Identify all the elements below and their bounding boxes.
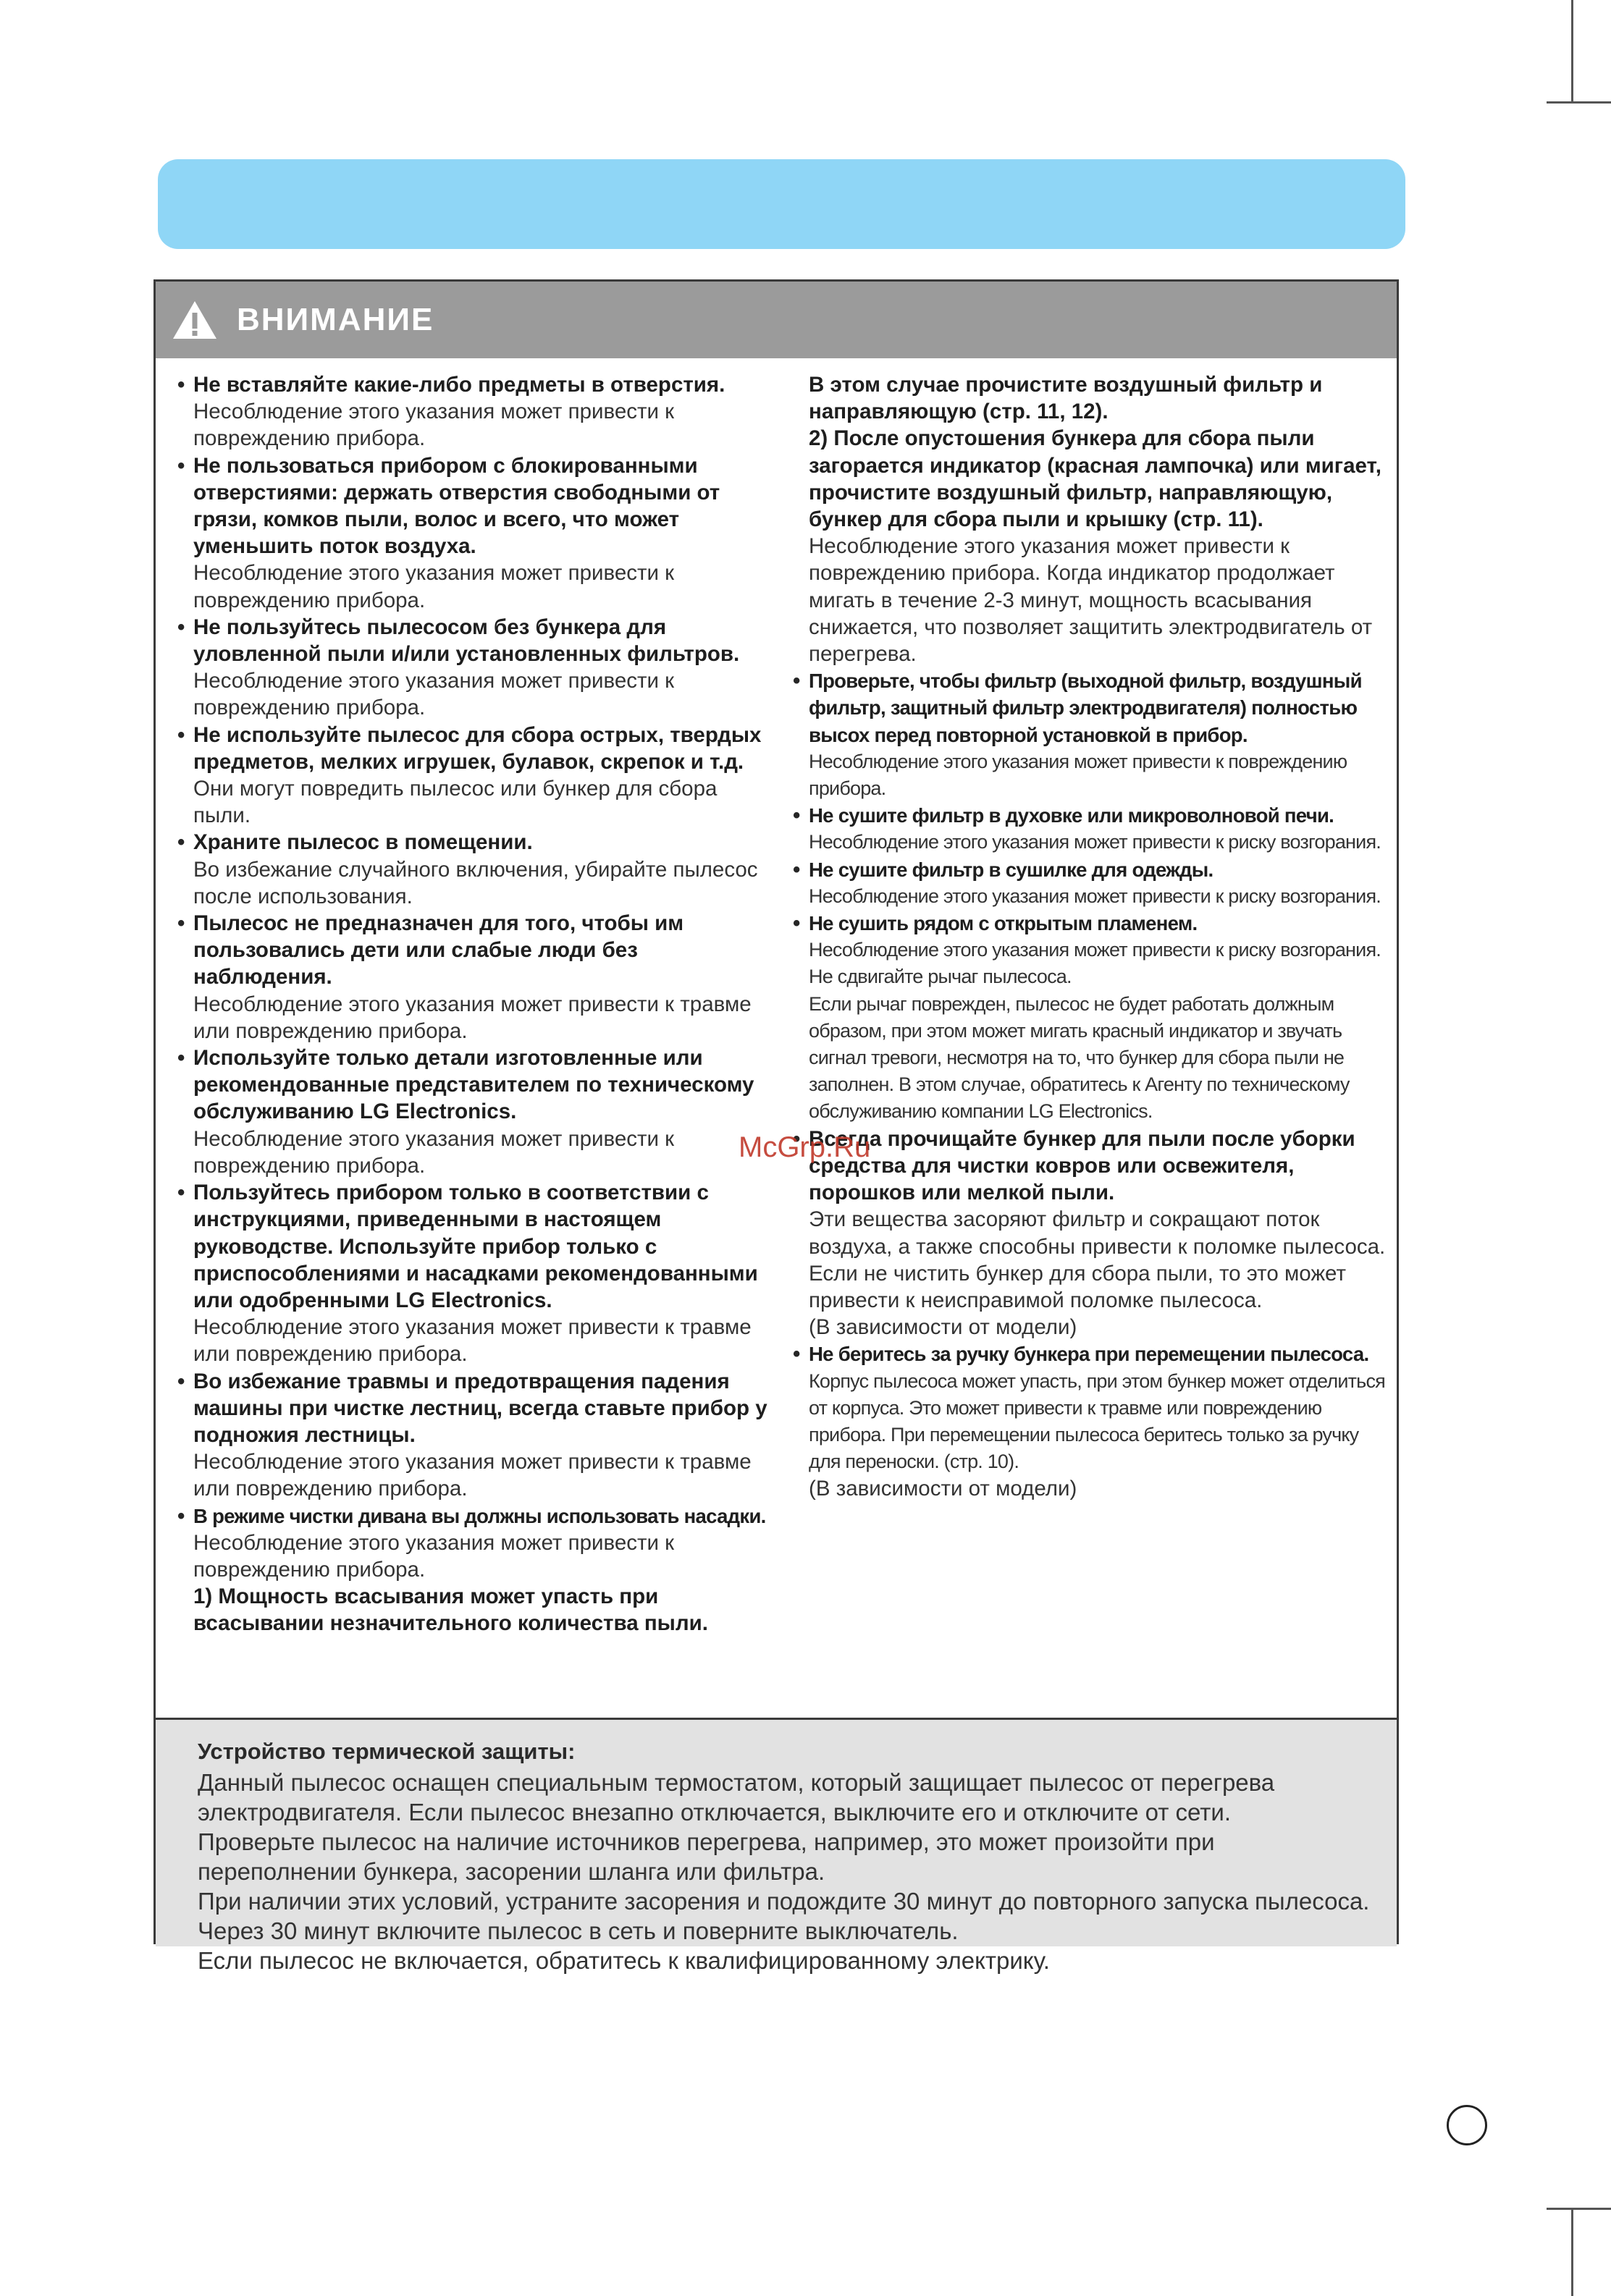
warning-columns bbox=[156, 358, 1397, 1718]
warning-heading: • Не беритесь за ручку бункера при перемещении пылесоса. bbox=[809, 1343, 1369, 1366]
warning-heading: • Во избежание травмы и предотвращения падения машины при чистке лестниц, всегда ставьте прибор у подножия лестницы. bbox=[193, 1369, 767, 1447]
thermal-line: Если пылесос не включается, обратитесь к квалифицированному электрику. bbox=[198, 1947, 1050, 1974]
warning-item bbox=[177, 614, 778, 722]
warning-note: Несоблюдение этого указания может привести к риску возгорания. bbox=[809, 885, 1381, 907]
thermal-line: переполнении бункера, засорении шланга или фильтра. bbox=[198, 1858, 825, 1885]
warning-heading: В этом случае прочистите воздушный фильтр и направляющую (стр. 11, 12). bbox=[809, 373, 1323, 424]
warning-heading: • В режиме чистки дивана вы должны использовать насадки. bbox=[193, 1504, 766, 1527]
thermal-title: Устройство термической защиты: bbox=[198, 1739, 576, 1764]
warning-note: Несоблюдение этого указания может привести к повреждению прибора. bbox=[193, 561, 675, 612]
warning-note: Корпус пылесоса может упасть, при этом бункер может отделиться от корпуса. Это может привести к травме или повреждению прибора. При перемещении пылесоса беритесь только за ручку для переноски. (стр. 10). bbox=[809, 1369, 1385, 1473]
warning-note: Во избежание случайного включения, убирайте пылесос после использования. bbox=[193, 857, 758, 908]
thermal-line: Проверьте пылесос на наличие источников перегрева, например, это может произойти при bbox=[198, 1828, 1215, 1855]
warning-title-bar bbox=[156, 282, 1397, 358]
crop-mark bbox=[1571, 0, 1573, 101]
warning-item bbox=[793, 1126, 1394, 1341]
crop-mark bbox=[1571, 2208, 1573, 2296]
warning-note: (В зависимости от модели) bbox=[809, 1315, 1077, 1340]
warning-note: Если рычаг поврежден, пылесос не будет работать должным образом, при этом может мигать красный индикатор и звучать сигнал тревоги, несмотря на то, что бункер для сбора пыли не заполнен. В этом случае, обратитесь к Агенту по техническому обслуживанию компании LG Electronics. bbox=[809, 992, 1350, 1123]
warning-note: Несоблюдение этого указания может привести к травме или повреждению прибора. bbox=[193, 1315, 752, 1367]
warning-note: Несоблюдение этого указания может привести к повреждению прибора. bbox=[193, 400, 675, 451]
warning-heading: • Храните пылесос в помещении. bbox=[193, 830, 533, 855]
thermal-line: Данный пылесос оснащен специальным термостатом, который защищает пылесос от перегрева bbox=[198, 1769, 1275, 1796]
warning-heading: • Проверьте, чтобы фильтр (выходной фильтр, воздушный фильтр, защитный фильтр электродвигателя) полностью высох перед повторной установкой в прибор. bbox=[809, 670, 1362, 746]
warning-box bbox=[153, 279, 1399, 1974]
warning-item bbox=[177, 371, 778, 452]
warning-item bbox=[793, 667, 1394, 802]
warning-note: (В зависимости от модели) bbox=[809, 1477, 1077, 1501]
warning-heading: • Не пользоваться прибором с блокированными отверстиями: держать отверстия свободными от грязи, комков пыли, волос и всего, что может уменьшить поток воздуха. bbox=[193, 453, 720, 559]
warning-heading: 1) Мощность всасывания может упасть при всасывании незначительного количества пыли. bbox=[193, 1584, 708, 1636]
warning-heading: • Не вставляйте какие-либо предметы в отверстия. bbox=[193, 373, 725, 397]
warning-note: Несоблюдение этого указания может привести к травме или повреждению прибора. bbox=[193, 1450, 752, 1501]
thermal-line: Через 30 минут включите пылесос в сеть и поверните выключатель. bbox=[198, 1917, 959, 1944]
warning-item bbox=[177, 1179, 778, 1367]
warning-item bbox=[177, 1368, 778, 1503]
warning-heading: • Не сушите фильтр в духовке или микроволновой печи. bbox=[809, 804, 1334, 827]
warning-note: Несоблюдение этого указания может привести к повреждению прибора. bbox=[193, 1126, 675, 1178]
watermark: McGrp.Ru bbox=[739, 1131, 871, 1163]
warning-item bbox=[177, 910, 778, 1044]
warning-title: ВНИМАНИЕ bbox=[237, 302, 434, 337]
crop-mark bbox=[1547, 101, 1611, 104]
warning-item bbox=[177, 1503, 778, 1637]
thermal-line: электродвигателя. Если пылесос внезапно отключается, выключите его и отключите от сети. bbox=[198, 1799, 1232, 1826]
warning-item bbox=[177, 829, 778, 910]
warning-note: Эти вещества засоряют фильтр и сокращают поток воздуха, а также способны привести к поломке пылесоса. Если не чистить бункер для сбора пыли, то это может привести к неисправимой поломке пылесоса. bbox=[809, 1207, 1386, 1312]
crop-mark bbox=[1547, 2208, 1611, 2210]
warning-note: Несоблюдение этого указания может привести к повреждению прибора. bbox=[193, 669, 675, 720]
warning-note: Несоблюдение этого указания может привести к риску возгорания. bbox=[809, 831, 1381, 853]
warning-item bbox=[793, 1341, 1394, 1502]
warning-item bbox=[177, 1044, 778, 1179]
warning-heading: • Всегда прочищайте бункер для пыли после уборки средства для чистки ковров или освежителя, порошков или мелкой пыли. bbox=[809, 1126, 1355, 1205]
warning-note: Несоблюдение этого указания может привести к повреждению прибора. bbox=[193, 1530, 675, 1582]
page-number-circle bbox=[1447, 2105, 1487, 2145]
thermal-protection-section bbox=[156, 1718, 1397, 1974]
warning-note: Несоблюдение этого указания может привести к повреждению прибора. bbox=[809, 750, 1347, 800]
warning-triangle-icon bbox=[172, 299, 218, 341]
warning-heading: • Не используйте пылесос для сбора острых, твердых предметов, мелких игрушек, булавок, скрепок и т.д. bbox=[193, 722, 762, 774]
warning-note: Они могут повредить пылесос или бункер для сбора пыли. bbox=[193, 777, 718, 828]
warning-heading: • Не пользуйтесь пылесосом без бункера для уловленной пыли и/или установленных фильтров. bbox=[193, 615, 740, 667]
warning-note: Несоблюдение этого указания может привести к повреждению прибора. Когда индикатор продолжает мигать в течение 2-3 минут, мощность всасывания снижается, что позволяет защитить электродвигатель от перегрева. bbox=[809, 534, 1373, 667]
warning-note: Несоблюдение этого указания может привести к риску возгорания. bbox=[809, 939, 1381, 961]
warning-item bbox=[793, 856, 1394, 910]
warning-item bbox=[177, 452, 778, 614]
warning-item bbox=[177, 722, 778, 830]
warning-item bbox=[793, 371, 1394, 667]
warning-heading: • Не сушите фильтр в сушилке для одежды. bbox=[809, 858, 1213, 881]
warning-heading: • Пылесос не предназначен для того, чтобы им пользовались дети или слабые люди без наблюдения. bbox=[193, 911, 684, 989]
header-band bbox=[158, 159, 1405, 249]
warning-item bbox=[793, 802, 1394, 856]
left-column bbox=[177, 371, 778, 1637]
warning-heading: • Пользуйтесь прибором только в соответствии с инструкциями, приведенными в настоящем руководстве. Используйте прибор только с приспособлениями и насадками рекомендованными или одобренными LG Electronics. bbox=[193, 1181, 758, 1312]
warning-heading: • Не сушить рядом с открытым пламенем. bbox=[809, 912, 1198, 935]
warning-heading: • Используйте только детали изготовленные или рекомендованные представителем по техническому обслуживанию LG Electronics. bbox=[193, 1046, 754, 1124]
warning-item bbox=[793, 910, 1394, 1126]
warning-heading: 2) После опустошения бункера для сбора пыли загорается индикатор (красная лампочка) или мигает, прочистите воздушный фильтр, направляющую, бункер для сбора пыли и крышку (стр. 11). bbox=[809, 426, 1381, 532]
right-column bbox=[793, 371, 1394, 1503]
thermal-line: При наличии этих условий, устраните засорения и подождите 30 минут до повторного запуска пылесоса. bbox=[198, 1888, 1370, 1915]
warning-note: Несоблюдение этого указания может привести к травме или повреждению прибора. bbox=[193, 992, 752, 1043]
warning-note: Не сдвигайте рычаг пылесоса. bbox=[809, 966, 1072, 988]
